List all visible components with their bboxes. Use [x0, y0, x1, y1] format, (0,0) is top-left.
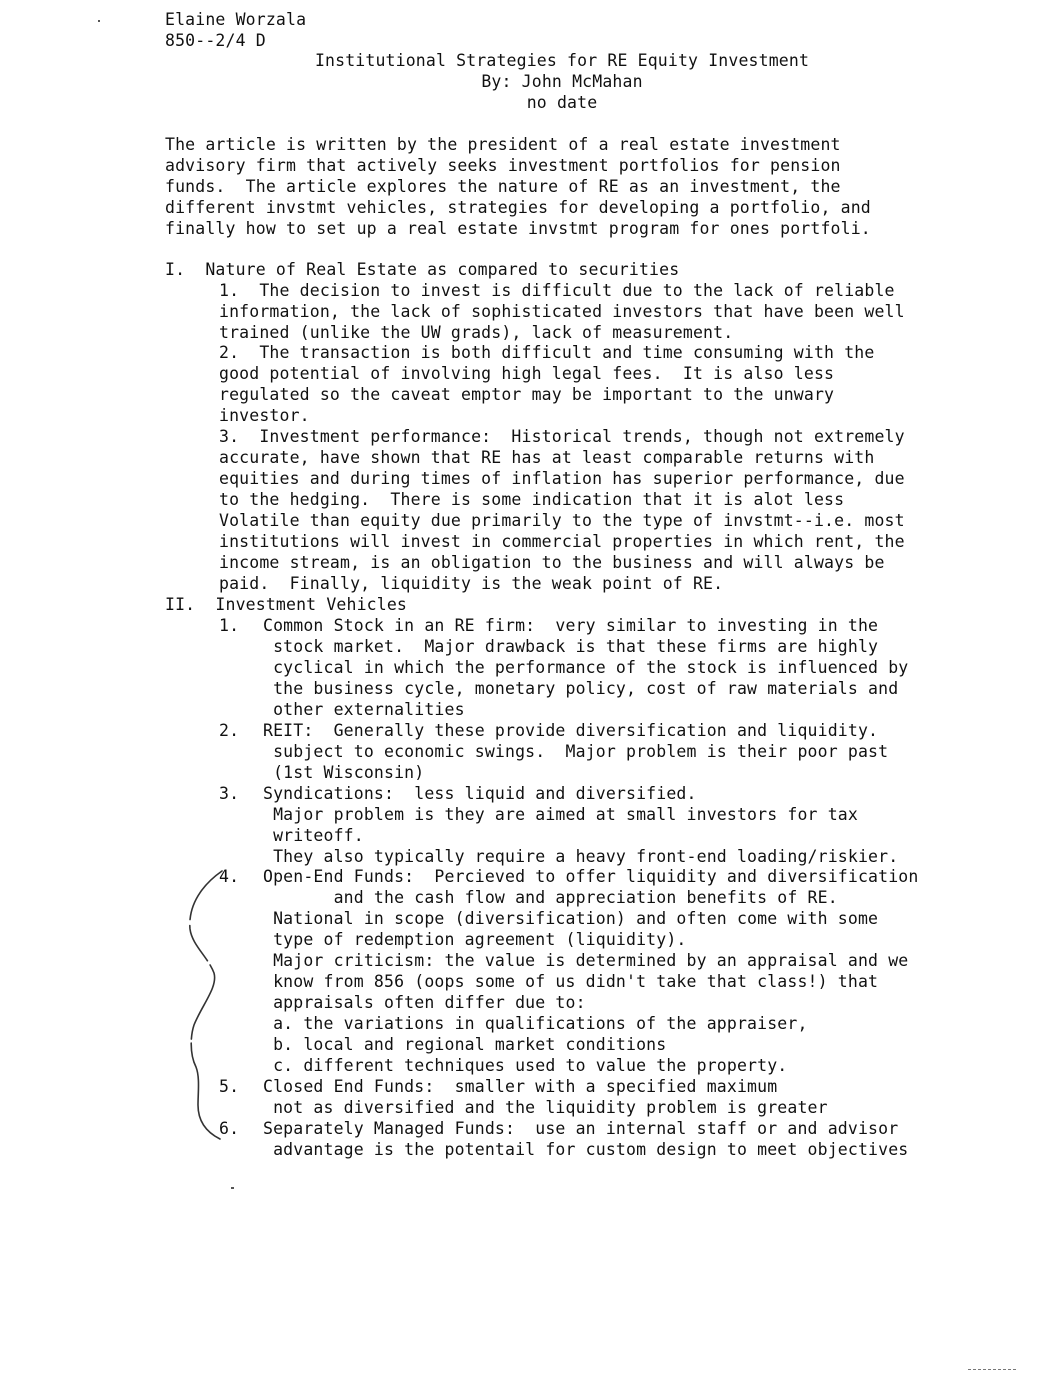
item-line: other externalities	[263, 700, 465, 719]
item-line: Separately Managed Funds: use an internal staff or and advisor	[263, 1119, 899, 1138]
section-line: institutions will invest in commercial properties in which rent, the	[219, 532, 905, 551]
stray-dash-mark	[968, 1369, 1016, 1371]
item-line: cyclical in which the performance of the stock is influenced by	[263, 658, 909, 677]
item-line: know from 856 (oops some of us didn't take that class!) that	[263, 972, 879, 991]
item-line: not as diversified and the liquidity problem is greater	[263, 1098, 828, 1117]
intro-line: finally how to set up a real estate invstmt program for ones portfoli.	[165, 219, 871, 238]
section-line: 1. The decision to invest is difficult due to the lack of reliable	[219, 281, 895, 300]
item-line: c. different techniques used to value the property.	[263, 1056, 788, 1075]
intro-line: funds. The article explores the nature of RE as an investment, the	[165, 177, 841, 196]
item-line: subject to economic swings. Major problem is their poor past	[263, 742, 889, 761]
item-line: and the cash flow and appreciation benefits of RE.	[263, 888, 838, 907]
item-line: REIT: Generally these provide diversification and liquidity.	[263, 721, 879, 740]
course-code: 850--2/4 D	[165, 31, 266, 50]
section-line: investor.	[219, 406, 310, 425]
item-line: type of redemption agreement (liquidity).	[263, 930, 687, 949]
intro-line: advisory firm that actively seeks investment portfolios for pension	[165, 156, 841, 175]
item-number: 1.	[219, 616, 240, 635]
section-heading: I. Nature of Real Estate as compared to securities	[165, 260, 680, 279]
section-heading: II. Investment Vehicles	[165, 595, 408, 614]
item-number: 4.	[219, 867, 240, 886]
intro-line: The article is written by the president of a real estate investment	[165, 135, 841, 154]
intro-line: different invstmt vehicles, strategies for developing a portfolio, and	[165, 198, 871, 217]
section-line: equities and during times of inflation has superior performance, due	[219, 469, 905, 488]
item-line: b. local and regional market conditions	[263, 1035, 667, 1054]
item-line: writeoff.	[263, 826, 364, 845]
section-line: Volatile than equity due primarily to the type of invstmt--i.e. most	[219, 511, 905, 530]
section-line: information, the lack of sophisticated investors that have been well	[219, 302, 905, 321]
item-line: Syndications: less liquid and diversified.	[263, 784, 697, 803]
item-line: Closed End Funds: smaller with a specified maximum	[263, 1077, 778, 1096]
stray-dot	[98, 20, 100, 22]
item-line: (1st Wisconsin)	[263, 763, 425, 782]
stray-dot	[231, 1187, 234, 1189]
section-line: 2. The transaction is both difficult and time consuming with the	[219, 343, 875, 362]
item-line: They also typically require a heavy front-end loading/riskier.	[263, 847, 899, 866]
item-number: 3.	[219, 784, 240, 803]
item-line: Major problem is they are aimed at small investors for tax	[263, 805, 858, 824]
section-line: to the hedging. There is some indication that it is alot less	[219, 490, 845, 509]
section-line: 3. Investment performance: Historical trends, though not extremely	[219, 427, 905, 446]
section-line: income stream, is an obligation to the business and will always be	[219, 553, 885, 572]
item-line: advantage is the potentail for custom design to meet objectives	[263, 1140, 909, 1159]
item-line: stock market. Major drawback is that these firms are highly	[263, 637, 879, 656]
item-line: Major criticism: the value is determined by an appraisal and we	[263, 951, 909, 970]
handwritten-bracket-mark	[180, 865, 230, 1145]
section-line: trained (unlike the UW grads), lack of measurement.	[219, 323, 734, 342]
section-line: paid. Finally, liquidity is the weak point of RE.	[219, 574, 724, 593]
item-number: 2.	[219, 721, 240, 740]
section-line: good potential of involving high legal fees. It is also less	[219, 364, 835, 383]
byline: By: John McMahan	[481, 72, 643, 91]
section-line: regulated so the caveat emptor may be important to the unwary	[219, 385, 835, 404]
item-line: Open-End Funds: Percieved to offer liquidity and diversification	[263, 867, 919, 886]
item-line: the business cycle, monetary policy, cost of raw materials and	[263, 679, 899, 698]
section-line: accurate, have shown that RE has at least comparable returns with	[219, 448, 875, 467]
item-line: Common Stock in an RE firm: very similar to investing in the	[263, 616, 879, 635]
author-name: Elaine Worzala	[165, 10, 307, 29]
item-line: appraisals often differ due to:	[263, 993, 586, 1012]
item-line: a. the variations in qualifications of the appraiser,	[263, 1014, 808, 1033]
date-line: no date	[526, 93, 598, 112]
item-number: 6.	[219, 1119, 240, 1138]
item-line: National in scope (diversification) and often come with some	[263, 909, 879, 928]
document-title: Institutional Strategies for RE Equity Investment	[314, 51, 810, 70]
item-number: 5.	[219, 1077, 240, 1096]
